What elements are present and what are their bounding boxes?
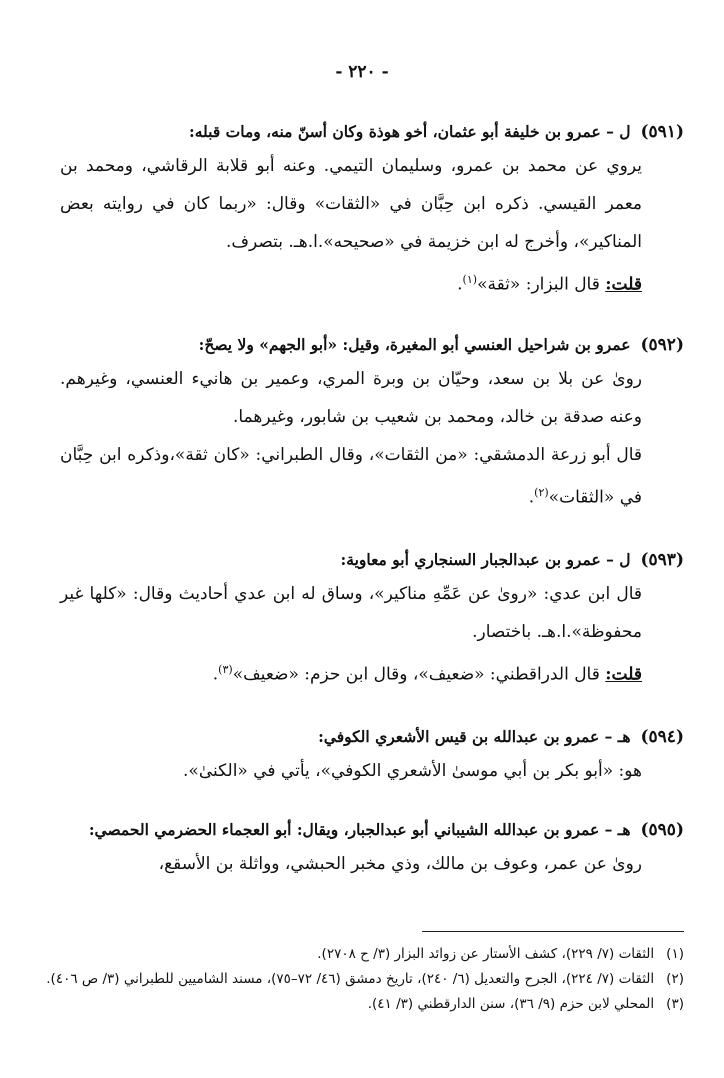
qult-text: قال البزار: «ثقة» — [477, 274, 606, 295]
sentence-end: . — [457, 274, 463, 295]
footnote-ref[interactable]: (٢) — [534, 486, 549, 499]
qult-label: قلت: — [605, 274, 642, 295]
entry-593 — [60, 545, 684, 694]
entry-paragraph: قال ابن عدي: «روىٰ عن عَمِّهِ مناكير»، وساق له ابن عدي أحاديث وقال: «كلها غير محفوظة».ا.هـ. باختصار. — [60, 584, 642, 642]
entry-paragraph — [60, 436, 642, 517]
footnote-text: الثقات (٧/ ٢٢٩)، كشف الأستار عن زوائد البزار (٣/ ح ٢٧٠٨). — [317, 946, 655, 962]
author-comment — [60, 261, 642, 304]
footnote-number: (٢) — [666, 971, 684, 987]
author-comment — [60, 651, 642, 694]
entry-595 — [60, 815, 684, 883]
entry-number: (٥٩١) — [640, 122, 684, 142]
page-number: - ٢٢٠ - — [335, 62, 389, 82]
entry-body — [60, 752, 642, 790]
entry-body — [60, 845, 642, 883]
footnotes — [40, 942, 684, 1017]
entry-591 — [60, 117, 684, 304]
entry-heading — [60, 117, 684, 147]
entry-paragraph: روىٰ عن بلا بن سعد، وحيّان بن وبرة المري، وعمير بن هانيء العنسي، وغيرهم. وعنه صدقة بن خالد، ومحمد بن شعيب بن شابور، وغيرهما. — [60, 369, 642, 427]
paragraph-text: قال أبو زرعة الدمشقي: «من الثقات»، وقال الطبراني: «كان ثقة»،وذكره ابن حِبَّان في «الثقات» — [60, 445, 642, 508]
entry-heading — [60, 330, 684, 360]
qult-label: قلت: — [605, 664, 642, 685]
sentence-end: . — [212, 664, 219, 685]
entry-heading — [60, 815, 684, 845]
footnote-number: (١) — [666, 946, 684, 962]
qult-text: قال الدراقطني: «ضعيف»، وقال ابن حزم: «ضعيف» — [232, 664, 606, 685]
entry-title: هـ – عمرو بن عبدالله بن قيس الأشعري الكوفي: — [318, 727, 631, 746]
entry-title: ل – عمرو بن عبدالجبار السنجاري أبو معاوية: — [340, 550, 631, 569]
sentence-end: . — [528, 487, 535, 508]
entry-594 — [60, 722, 684, 790]
entry-heading — [60, 722, 684, 752]
entry-paragraph: روىٰ عن عمر، وعوف بن مالك، وذي مخبر الحبشي، وواثلة بن الأسقع، — [158, 854, 642, 874]
footnote — [40, 992, 684, 1017]
entry-title: ل – عمرو بن خليفة أبو عثمان، أخو هوذة وكان أسنّ منه، ومات قبله: — [189, 122, 631, 141]
entry-body — [60, 147, 642, 304]
entry-592 — [60, 330, 684, 517]
entry-body — [60, 360, 642, 517]
entry-heading — [60, 545, 684, 575]
entry-title: هـ – عمرو بن عبدالله الشيباني أبو عبدالجبار، ويقال: أبو العجماء الحضرمي الحمصي: — [88, 820, 631, 839]
entry-body — [60, 575, 642, 694]
footnote-text: الثقات (٧/ ٢٢٤)، الجرح والتعديل (٦/ ٢٤٠)، تاريخ دمشق (٤٦/ ٧٢–٧٥)، مسند الشاميين للطبراني (٣/ ص ٤٠٦). — [46, 971, 655, 987]
entry-title: عمرو بن شراحيل العنسي أبو المغيرة، وقيل: «أبو الجهم» ولا يصحّ: — [198, 335, 631, 354]
footnote-text: المحلي لابن حزم (٩/ ٣٦)، سنن الدارقطني (٣/ ٤١). — [367, 996, 655, 1012]
entry-paragraph: هو: «أبو بكر بن أبي موسىٰ الأشعري الكوفي»، يأتي في «الكنىٰ». — [183, 761, 642, 781]
footnote — [40, 942, 684, 967]
footnote-ref[interactable]: (١) — [462, 273, 478, 286]
footnote — [40, 967, 684, 992]
footnote-ref[interactable]: (٣) — [218, 663, 233, 676]
entry-number: (٥٩٣) — [640, 550, 684, 570]
entry-number: (٥٩٤) — [640, 727, 684, 747]
entry-number: (٥٩٢) — [640, 335, 684, 355]
entry-number: (٥٩٥) — [640, 820, 684, 840]
entry-paragraph: يروي عن محمد بن عمرو، وسليمان التيمي. وعنه أبو قلابة الرقاشي، ومحمد بن معمر القيسي. ذكره ابن حِبَّان في «الثقات» وقال: «ربما كان في روايته بعض المناكير»، وأخرج له ابن خزيمة في «صحيحه».ا.هـ. بتصرف. — [60, 156, 642, 252]
footnote-number: (٣) — [666, 996, 684, 1012]
footnote-divider — [422, 931, 684, 932]
